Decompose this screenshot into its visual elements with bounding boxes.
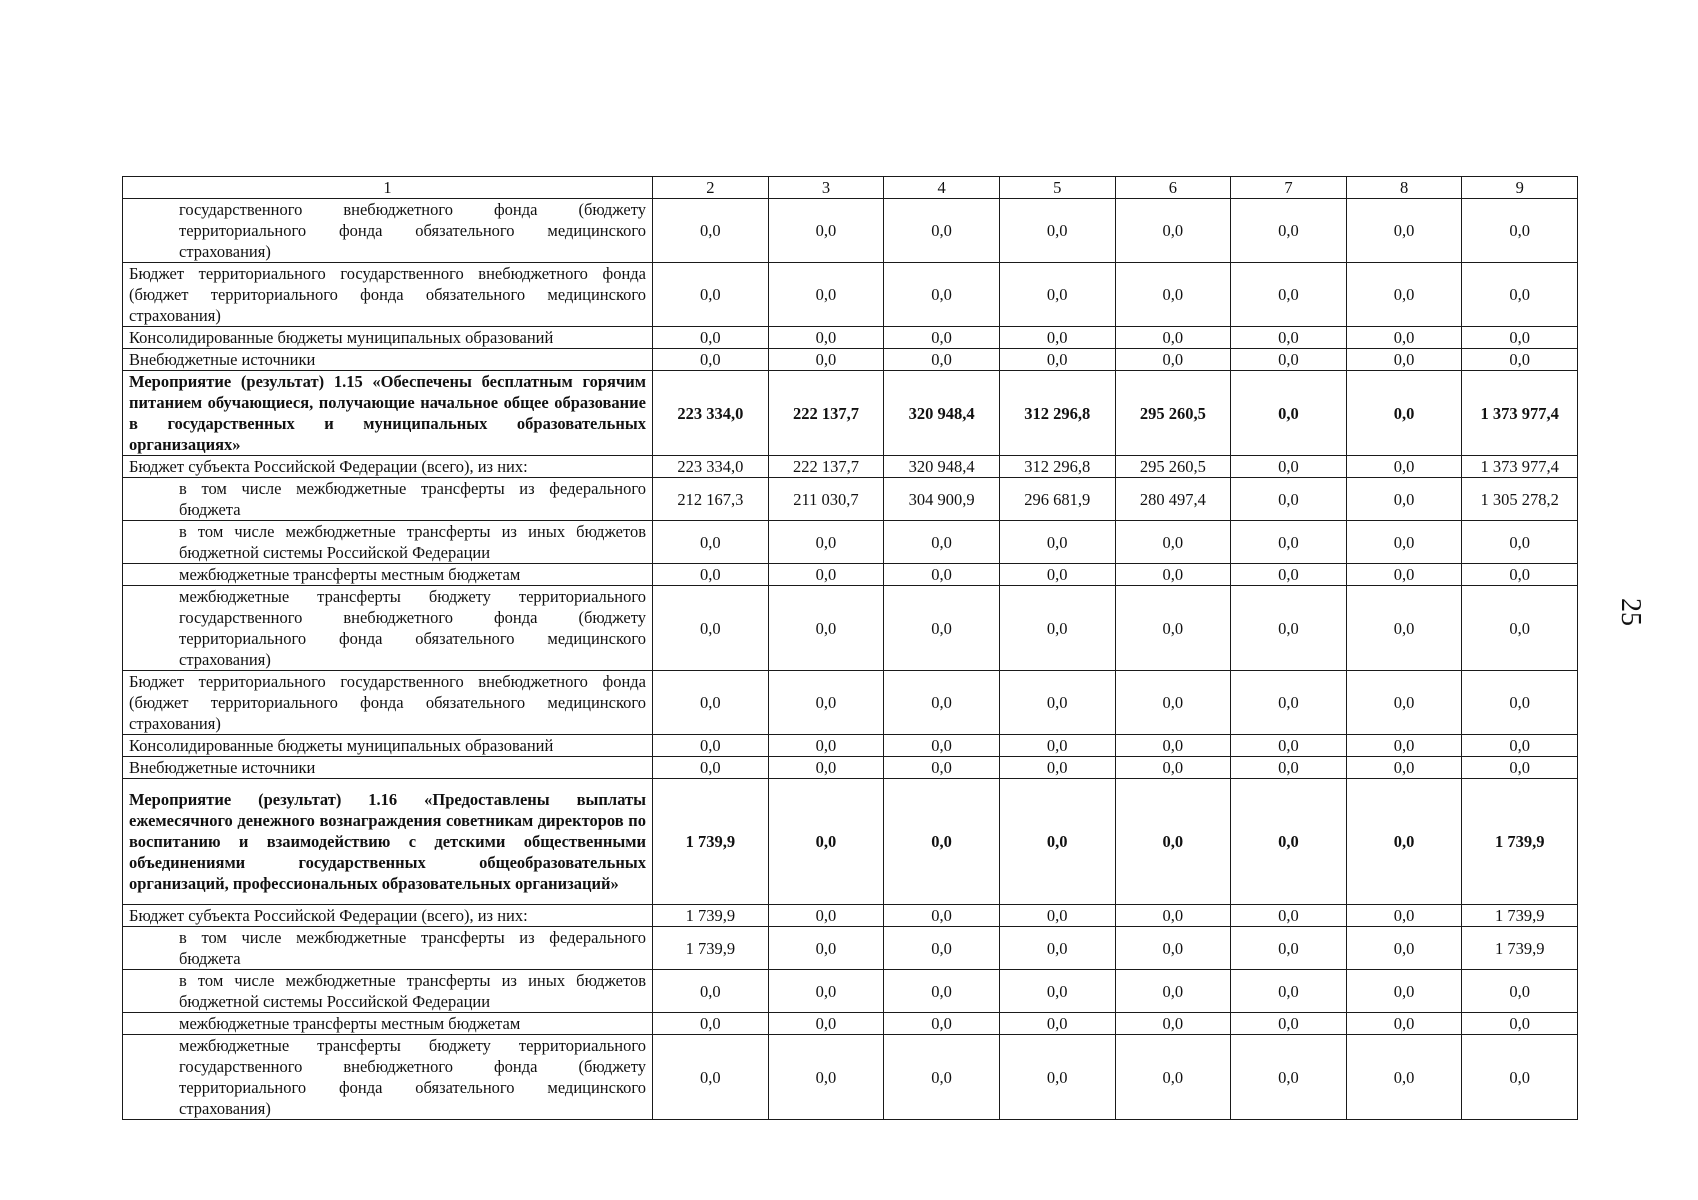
value-cell-col-8: 0,0 [1346, 263, 1462, 327]
row-label: межбюджетные трансферты бюджету территориального государственного внебюджетного фонда (бюджету территориального фонда обязательного медицинского страхования) [123, 586, 653, 671]
value-cell-col-8: 0,0 [1346, 779, 1462, 905]
value-cell-col-9: 0,0 [1462, 327, 1578, 349]
value-cell-col-2: 0,0 [653, 564, 769, 586]
value-cell-col-5: 0,0 [999, 970, 1115, 1013]
value-cell-col-9: 1 739,9 [1462, 905, 1578, 927]
value-cell-col-5: 0,0 [999, 1013, 1115, 1035]
value-cell-col-8: 0,0 [1346, 735, 1462, 757]
value-cell-col-4: 0,0 [884, 1013, 1000, 1035]
value-cell-col-2: 0,0 [653, 1013, 769, 1035]
value-cell-col-8: 0,0 [1346, 1013, 1462, 1035]
value-cell-col-7: 0,0 [1231, 564, 1347, 586]
value-cell-col-2: 0,0 [653, 757, 769, 779]
table-header [123, 177, 1578, 199]
value-cell-col-5: 0,0 [999, 905, 1115, 927]
value-cell-col-4: 0,0 [884, 564, 1000, 586]
value-cell-col-3: 0,0 [768, 327, 884, 349]
table-row [123, 927, 1578, 970]
value-cell-col-7: 0,0 [1231, 927, 1347, 970]
value-cell-col-6: 0,0 [1115, 905, 1231, 927]
value-cell-col-5: 312 296,8 [999, 456, 1115, 478]
value-cell-col-4: 0,0 [884, 927, 1000, 970]
row-label: межбюджетные трансферты местным бюджетам [123, 1013, 653, 1035]
value-cell-col-8: 0,0 [1346, 199, 1462, 263]
row-label: Бюджет территориального государственного внебюджетного фонда (бюджет территориального фонда обязательного медицинского страхования) [123, 263, 653, 327]
value-cell-col-9: 0,0 [1462, 970, 1578, 1013]
value-cell-col-7: 0,0 [1231, 349, 1347, 371]
value-cell-col-3: 0,0 [768, 263, 884, 327]
value-cell-col-7: 0,0 [1231, 970, 1347, 1013]
value-cell-col-6: 295 260,5 [1115, 456, 1231, 478]
table-row [123, 371, 1578, 456]
value-cell-col-3: 0,0 [768, 970, 884, 1013]
table-row [123, 564, 1578, 586]
table-row [123, 671, 1578, 735]
table-row [123, 456, 1578, 478]
value-cell-col-9: 0,0 [1462, 349, 1578, 371]
value-cell-col-3: 0,0 [768, 349, 884, 371]
row-label: межбюджетные трансферты местным бюджетам [123, 564, 653, 586]
table-body [123, 199, 1578, 1120]
value-cell-col-4: 0,0 [884, 521, 1000, 564]
value-cell-col-2: 0,0 [653, 970, 769, 1013]
value-cell-col-9: 0,0 [1462, 586, 1578, 671]
value-cell-col-8: 0,0 [1346, 671, 1462, 735]
value-cell-col-8: 0,0 [1346, 456, 1462, 478]
value-cell-col-3: 0,0 [768, 1013, 884, 1035]
value-cell-col-6: 0,0 [1115, 927, 1231, 970]
value-cell-col-3: 0,0 [768, 735, 884, 757]
value-cell-col-3: 0,0 [768, 521, 884, 564]
value-cell-col-5: 0,0 [999, 779, 1115, 905]
value-cell-col-9: 0,0 [1462, 1013, 1578, 1035]
value-cell-col-7: 0,0 [1231, 671, 1347, 735]
column-number-7: 7 [1231, 177, 1347, 199]
value-cell-col-2: 1 739,9 [653, 927, 769, 970]
value-cell-col-9: 0,0 [1462, 263, 1578, 327]
value-cell-col-3: 0,0 [768, 199, 884, 263]
row-label: в том числе межбюджетные трансферты из федерального бюджета [123, 478, 653, 521]
value-cell-col-6: 0,0 [1115, 521, 1231, 564]
value-cell-col-2: 0,0 [653, 263, 769, 327]
value-cell-col-9: 0,0 [1462, 757, 1578, 779]
value-cell-col-5: 0,0 [999, 327, 1115, 349]
value-cell-col-4: 0,0 [884, 735, 1000, 757]
value-cell-col-3: 0,0 [768, 927, 884, 970]
table-row [123, 521, 1578, 564]
table-row [123, 905, 1578, 927]
value-cell-col-2: 1 739,9 [653, 779, 769, 905]
value-cell-col-2: 0,0 [653, 671, 769, 735]
value-cell-col-9: 1 305 278,2 [1462, 478, 1578, 521]
row-label: Внебюджетные источники [123, 349, 653, 371]
table-row [123, 349, 1578, 371]
value-cell-col-7: 0,0 [1231, 586, 1347, 671]
value-cell-col-3: 0,0 [768, 564, 884, 586]
value-cell-col-8: 0,0 [1346, 757, 1462, 779]
value-cell-col-9: 1 739,9 [1462, 779, 1578, 905]
value-cell-col-7: 0,0 [1231, 757, 1347, 779]
value-cell-col-6: 0,0 [1115, 1013, 1231, 1035]
column-number-4: 4 [884, 177, 1000, 199]
value-cell-col-7: 0,0 [1231, 521, 1347, 564]
value-cell-col-3: 0,0 [768, 779, 884, 905]
value-cell-col-2: 0,0 [653, 586, 769, 671]
value-cell-col-9: 0,0 [1462, 199, 1578, 263]
value-cell-col-3: 0,0 [768, 671, 884, 735]
value-cell-col-2: 223 334,0 [653, 456, 769, 478]
value-cell-col-8: 0,0 [1346, 349, 1462, 371]
value-cell-col-6: 295 260,5 [1115, 371, 1231, 456]
value-cell-col-7: 0,0 [1231, 779, 1347, 905]
column-number-6: 6 [1115, 177, 1231, 199]
value-cell-col-4: 0,0 [884, 671, 1000, 735]
value-cell-col-2: 0,0 [653, 349, 769, 371]
value-cell-col-8: 0,0 [1346, 327, 1462, 349]
row-label: в том числе межбюджетные трансферты из федерального бюджета [123, 927, 653, 970]
table-row [123, 586, 1578, 671]
value-cell-col-6: 0,0 [1115, 970, 1231, 1013]
row-label: Внебюджетные источники [123, 757, 653, 779]
value-cell-col-6: 0,0 [1115, 327, 1231, 349]
value-cell-col-9: 0,0 [1462, 564, 1578, 586]
value-cell-col-5: 296 681,9 [999, 478, 1115, 521]
value-cell-col-5: 0,0 [999, 263, 1115, 327]
table-row [123, 1013, 1578, 1035]
row-label: Консолидированные бюджеты муниципальных образований [123, 327, 653, 349]
column-number-row [123, 177, 1578, 199]
value-cell-col-2: 0,0 [653, 735, 769, 757]
value-cell-col-4: 0,0 [884, 1035, 1000, 1120]
value-cell-col-6: 0,0 [1115, 1035, 1231, 1120]
value-cell-col-3: 0,0 [768, 905, 884, 927]
value-cell-col-2: 0,0 [653, 521, 769, 564]
value-cell-col-8: 0,0 [1346, 521, 1462, 564]
value-cell-col-8: 0,0 [1346, 970, 1462, 1013]
table-row [123, 263, 1578, 327]
value-cell-col-6: 280 497,4 [1115, 478, 1231, 521]
value-cell-col-3: 222 137,7 [768, 371, 884, 456]
value-cell-col-2: 0,0 [653, 327, 769, 349]
row-label: Мероприятие (результат) 1.16 «Предоставлены выплаты ежемесячного денежного вознаграждения советникам директоров по воспитанию и взаимодействию с детскими общественными объединениями государственных общеобразовательных организаций, профессиональных образовательных организаций» [123, 779, 653, 905]
value-cell-col-3: 0,0 [768, 757, 884, 779]
value-cell-col-7: 0,0 [1231, 905, 1347, 927]
row-label: Консолидированные бюджеты муниципальных образований [123, 735, 653, 757]
value-cell-col-9: 0,0 [1462, 521, 1578, 564]
value-cell-col-2: 1 739,9 [653, 905, 769, 927]
value-cell-col-7: 0,0 [1231, 199, 1347, 263]
value-cell-col-4: 304 900,9 [884, 478, 1000, 521]
value-cell-col-4: 0,0 [884, 779, 1000, 905]
value-cell-col-9: 1 373 977,4 [1462, 456, 1578, 478]
column-number-3: 3 [768, 177, 884, 199]
column-number-2: 2 [653, 177, 769, 199]
value-cell-col-4: 0,0 [884, 199, 1000, 263]
value-cell-col-9: 1 739,9 [1462, 927, 1578, 970]
budget-table [122, 176, 1578, 1120]
row-label: межбюджетные трансферты бюджету территориального государственного внебюджетного фонда (бюджету территориального фонда обязательного медицинского страхования) [123, 1035, 653, 1120]
row-label: Бюджет субъекта Российской Федерации (всего), из них: [123, 905, 653, 927]
value-cell-col-7: 0,0 [1231, 478, 1347, 521]
value-cell-col-6: 0,0 [1115, 263, 1231, 327]
value-cell-col-7: 0,0 [1231, 1035, 1347, 1120]
table-row [123, 327, 1578, 349]
value-cell-col-6: 0,0 [1115, 586, 1231, 671]
value-cell-col-5: 0,0 [999, 349, 1115, 371]
value-cell-col-4: 0,0 [884, 757, 1000, 779]
value-cell-col-9: 0,0 [1462, 735, 1578, 757]
value-cell-col-8: 0,0 [1346, 927, 1462, 970]
value-cell-col-7: 0,0 [1231, 456, 1347, 478]
value-cell-col-5: 0,0 [999, 735, 1115, 757]
value-cell-col-7: 0,0 [1231, 735, 1347, 757]
value-cell-col-3: 211 030,7 [768, 478, 884, 521]
table-row [123, 735, 1578, 757]
row-label: Бюджет территориального государственного внебюджетного фонда (бюджет территориального фонда обязательного медицинского страхования) [123, 671, 653, 735]
value-cell-col-7: 0,0 [1231, 327, 1347, 349]
value-cell-col-6: 0,0 [1115, 349, 1231, 371]
value-cell-col-8: 0,0 [1346, 905, 1462, 927]
value-cell-col-4: 0,0 [884, 970, 1000, 1013]
value-cell-col-7: 0,0 [1231, 371, 1347, 456]
value-cell-col-5: 0,0 [999, 757, 1115, 779]
table-row [123, 199, 1578, 263]
value-cell-col-2: 0,0 [653, 1035, 769, 1120]
value-cell-col-4: 0,0 [884, 349, 1000, 371]
column-number-9: 9 [1462, 177, 1578, 199]
value-cell-col-5: 0,0 [999, 199, 1115, 263]
value-cell-col-2: 223 334,0 [653, 371, 769, 456]
value-cell-col-4: 0,0 [884, 263, 1000, 327]
row-label: государственного внебюджетного фонда (бюджету территориального фонда обязательного медицинского страхования) [123, 199, 653, 263]
value-cell-col-8: 0,0 [1346, 371, 1462, 456]
value-cell-col-5: 0,0 [999, 586, 1115, 671]
value-cell-col-4: 0,0 [884, 586, 1000, 671]
value-cell-col-5: 0,0 [999, 521, 1115, 564]
value-cell-col-6: 0,0 [1115, 779, 1231, 905]
row-label: Бюджет субъекта Российской Федерации (всего), из них: [123, 456, 653, 478]
value-cell-col-4: 0,0 [884, 905, 1000, 927]
row-label: в том числе межбюджетные трансферты из иных бюджетов бюджетной системы Российской Федерации [123, 970, 653, 1013]
value-cell-col-7: 0,0 [1231, 1013, 1347, 1035]
value-cell-col-8: 0,0 [1346, 564, 1462, 586]
table-row [123, 478, 1578, 521]
value-cell-col-6: 0,0 [1115, 671, 1231, 735]
value-cell-col-5: 0,0 [999, 927, 1115, 970]
value-cell-col-8: 0,0 [1346, 478, 1462, 521]
value-cell-col-3: 0,0 [768, 1035, 884, 1120]
value-cell-col-5: 0,0 [999, 671, 1115, 735]
column-number-8: 8 [1346, 177, 1462, 199]
table-row [123, 970, 1578, 1013]
value-cell-col-6: 0,0 [1115, 757, 1231, 779]
value-cell-col-5: 312 296,8 [999, 371, 1115, 456]
value-cell-col-5: 0,0 [999, 1035, 1115, 1120]
value-cell-col-4: 320 948,4 [884, 371, 1000, 456]
value-cell-col-9: 0,0 [1462, 671, 1578, 735]
table-row [123, 779, 1578, 905]
value-cell-col-6: 0,0 [1115, 564, 1231, 586]
value-cell-col-6: 0,0 [1115, 199, 1231, 263]
table-row [123, 757, 1578, 779]
value-cell-col-3: 0,0 [768, 586, 884, 671]
value-cell-col-6: 0,0 [1115, 735, 1231, 757]
column-number-5: 5 [999, 177, 1115, 199]
value-cell-col-3: 222 137,7 [768, 456, 884, 478]
value-cell-col-2: 212 167,3 [653, 478, 769, 521]
value-cell-col-8: 0,0 [1346, 1035, 1462, 1120]
row-label: в том числе межбюджетные трансферты из иных бюджетов бюджетной системы Российской Федерации [123, 521, 653, 564]
table-row [123, 1035, 1578, 1120]
value-cell-col-2: 0,0 [653, 199, 769, 263]
value-cell-col-5: 0,0 [999, 564, 1115, 586]
value-cell-col-7: 0,0 [1231, 263, 1347, 327]
value-cell-col-4: 320 948,4 [884, 456, 1000, 478]
value-cell-col-4: 0,0 [884, 327, 1000, 349]
value-cell-col-8: 0,0 [1346, 586, 1462, 671]
value-cell-col-9: 1 373 977,4 [1462, 371, 1578, 456]
value-cell-col-9: 0,0 [1462, 1035, 1578, 1120]
page-number: 25 [1615, 598, 1646, 626]
column-number-1: 1 [123, 177, 653, 199]
row-label: Мероприятие (результат) 1.15 «Обеспечены бесплатным горячим питанием обучающиеся, получающие начальное общее образование в государственных и муниципальных образовательных организациях» [123, 371, 653, 456]
